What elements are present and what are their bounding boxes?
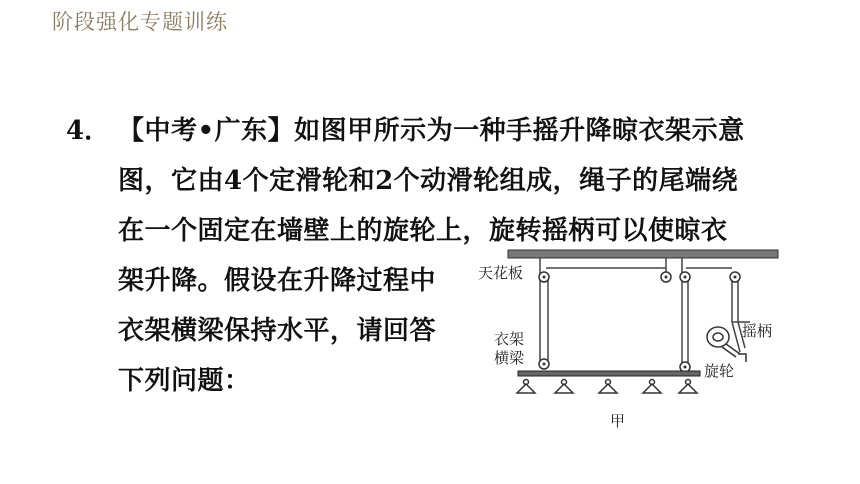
question-line-4: 架升降。假设在升降过程中 <box>118 266 437 296</box>
section-header: 阶段强化专题训练 <box>52 10 228 34</box>
movable-pulley-axles <box>543 363 687 369</box>
pulley-diagram <box>470 240 790 440</box>
hanger-icon <box>555 380 573 394</box>
hanger-icon <box>643 380 661 394</box>
question-number: 4． <box>66 116 111 146</box>
fixed-pulley-axles <box>543 276 737 279</box>
ceiling-label: 天花板 <box>478 264 524 282</box>
ropes <box>540 258 750 366</box>
question-line-3: 在一个固定在墙壁上的旋轮上，旋转摇柄可以使晾衣 <box>118 216 728 246</box>
pulley-diagram-svg <box>470 240 790 440</box>
hanger-icon <box>517 380 535 394</box>
handle-label: 摇柄 <box>742 322 773 340</box>
hanger-icon <box>679 380 697 394</box>
question-line-6: 下列问题： <box>118 366 251 396</box>
movable-pulleys <box>539 359 690 372</box>
beam-label-line2: 横梁 <box>494 349 525 367</box>
question-line-5: 衣架横梁保持水平，请回答 <box>118 316 437 346</box>
clothes-beam <box>518 371 700 376</box>
hanger-icon <box>599 380 617 394</box>
fixed-pulleys <box>539 272 740 282</box>
question-line-1: 【中考•广东】如图甲所示为一种手摇升降晾衣架示意 <box>118 116 745 146</box>
ceiling-bar <box>508 250 778 258</box>
hangers <box>517 380 697 394</box>
wheel-label: 旋轮 <box>704 362 735 380</box>
question-line-2: 图，它由4个定滑轮和2个动滑轮组成，绳子的尾端绕 <box>118 166 739 196</box>
beam-label-line1: 衣架 <box>494 330 525 348</box>
figure-caption: 甲 <box>610 412 626 430</box>
